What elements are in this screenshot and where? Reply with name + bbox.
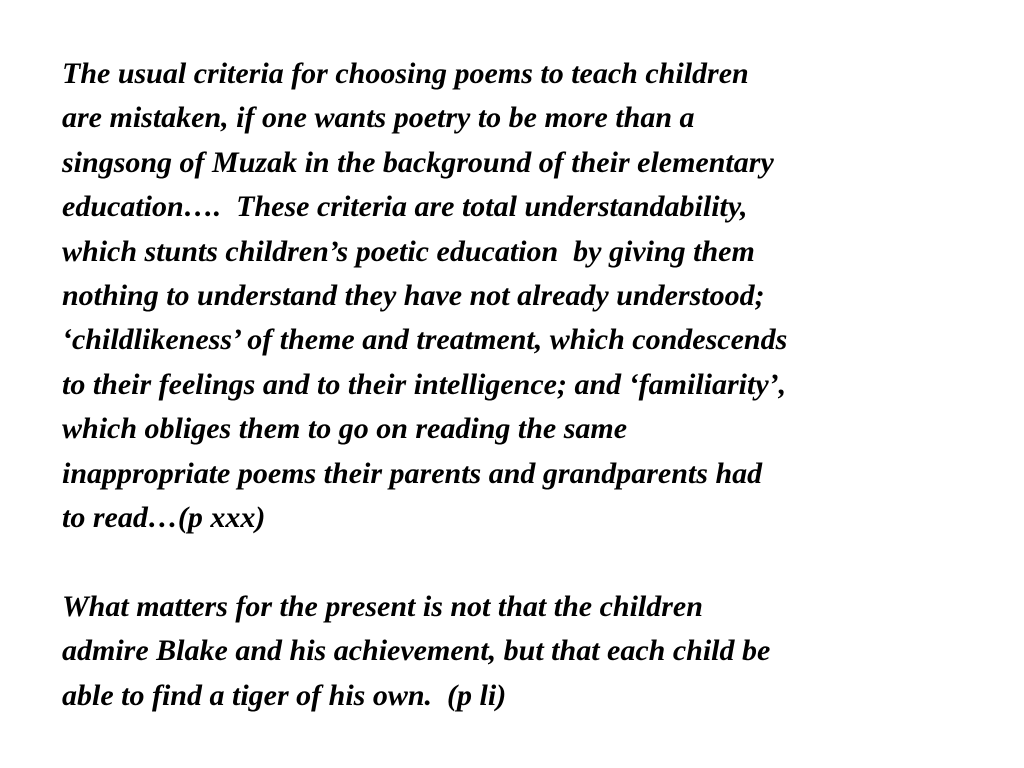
quote-2-line: What matters for the present is not that the children [62, 589, 703, 623]
quote-1-line: to read…(p xxx) [62, 501, 266, 535]
quote-1-line: which stunts children’s poetic education by giving them [62, 234, 755, 268]
quote-1-line: nothing to understand they have not already understood; [62, 279, 765, 313]
quote-1-line: ‘childlikeness’ of theme and treatment, which condescends [62, 323, 788, 357]
quote-1-line: education…. These criteria are total understandability, [62, 190, 748, 224]
quote-1-line: to their feelings and to their intelligence; and ‘familiarity’, [62, 367, 787, 401]
paragraph-gap [62, 540, 984, 584]
quote-1-line: which obliges them to go on reading the same [62, 412, 628, 446]
quote-2-line: admire Blake and his achievement, but that each child be [62, 634, 771, 668]
quote-block [62, 52, 984, 718]
quote-1-line: singsong of Muzak in the background of their elementary [62, 145, 774, 179]
quote-1-line: The usual criteria for choosing poems to teach children [62, 57, 749, 90]
quote-2-line: able to find a tiger of his own. (p li) [62, 678, 507, 712]
quote-1-line: inappropriate poems their parents and grandparents had [62, 456, 763, 490]
quote-1-line: are mistaken, if one wants poetry to be more than a [62, 101, 695, 135]
